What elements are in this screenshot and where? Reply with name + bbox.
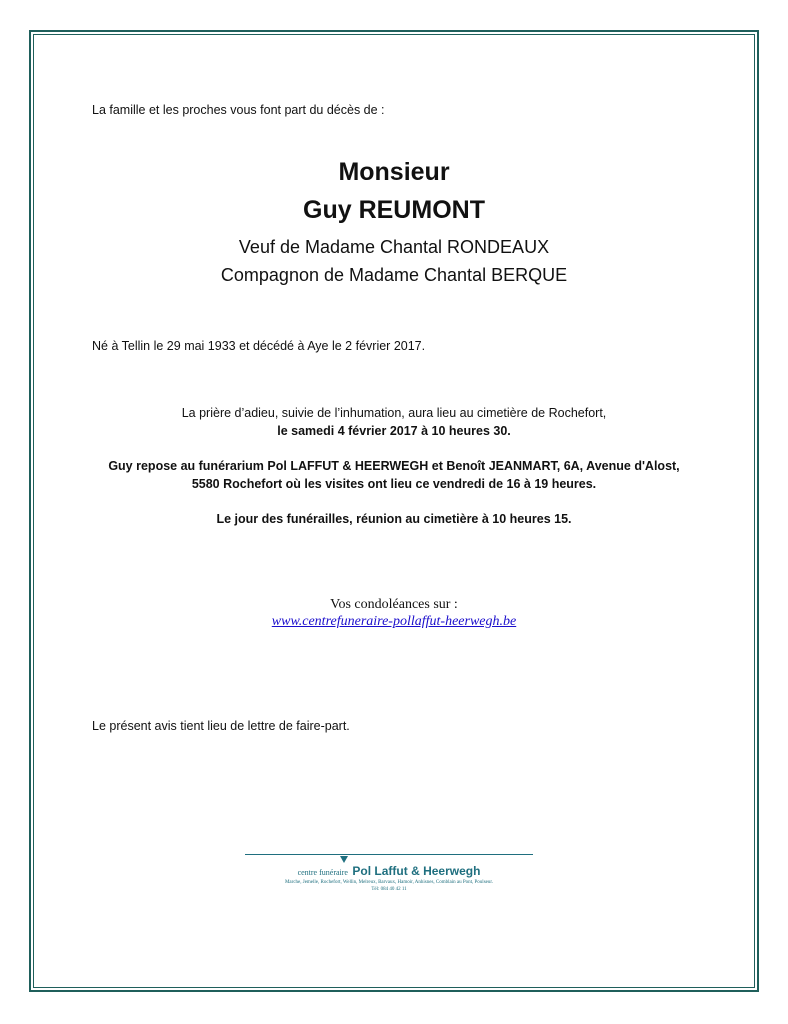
notice-text: Le présent avis tient lieu de lettre de faire-part. (92, 719, 350, 733)
rest-location-line-2: 5580 Rochefort où les visites ont lieu ce vendredi de 16 à 19 heures. (191, 477, 597, 491)
funeral-home-logo (245, 862, 533, 880)
intro-text: La famille et les proches vous font part du décès de : (92, 103, 385, 117)
logo-brand: Pol Laffut & Heerwegh (352, 864, 481, 878)
rest-location-line-1: Guy repose au funérarium Pol LAFFUT & HEERWEGH et Benoît JEANMART, 6A, Avenue d'Alost, (108, 459, 680, 473)
birth-death-text: Né à Tellin le 29 mai 1933 et décédé à Aye le 2 février 2017. (92, 339, 426, 353)
relation-companion: Compagnon de Madame Chantal BERQUE (220, 265, 568, 285)
condolences-link[interactable]: www.centrefuneraire-pollaffut-heerwegh.be (271, 614, 517, 629)
logo-places: Marche, Jemelle, Rochefort, Wellin, Melreux, Barvaux, Hamoir, Anhisnes, Comblain au Pont, Poulseur. (284, 880, 494, 885)
deceased-name: Guy REUMONT (303, 196, 485, 224)
meeting-text: Le jour des funérailles, réunion au cimetière à 10 heures 15. (216, 512, 572, 526)
ceremony-text: La prière d’adieu, suivie de l’inhumation, aura lieu au cimetière de Rochefort, (181, 406, 607, 420)
condolences-label: Vos condoléances sur : (330, 597, 458, 612)
logo-rule (245, 854, 533, 855)
relation-widower: Veuf de Madame Chantal RONDEAUX (238, 237, 550, 257)
logo-prefix: centre funéraire (297, 868, 348, 877)
logo-phone: Tél: 084 40 42 11 (371, 887, 407, 892)
ceremony-date: le samedi 4 février 2017 à 10 heures 30. (277, 424, 511, 438)
deceased-civility: Monsieur (338, 158, 450, 186)
